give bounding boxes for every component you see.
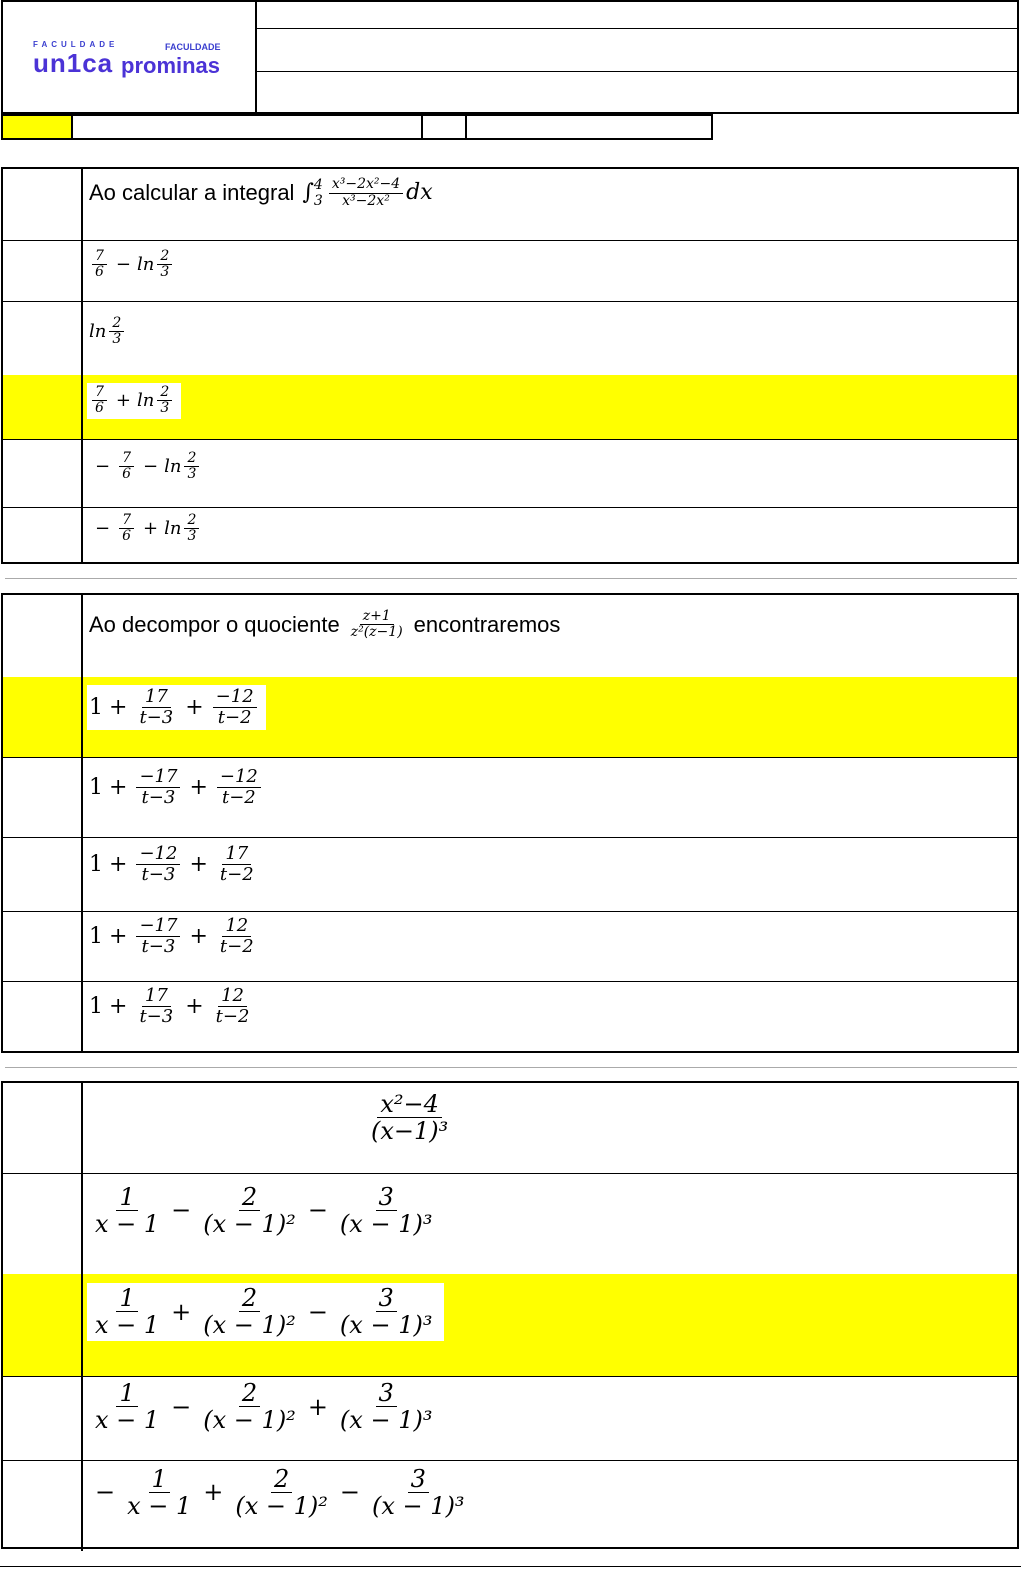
option-cell — [83, 1376, 1017, 1460]
ln-label: ln — [89, 321, 107, 343]
numerator: 3 — [408, 1466, 429, 1493]
option-content — [363, 1089, 460, 1147]
operator: − — [143, 456, 159, 478]
denominator: t−2 — [219, 935, 254, 957]
ln-label: ln — [137, 253, 155, 275]
denominator: (x − 1)² — [203, 1406, 296, 1435]
ln-label: ln — [164, 517, 182, 539]
info-cell-small — [423, 116, 467, 138]
fraction — [337, 1184, 436, 1238]
info-cell-score — [3, 116, 73, 138]
minus-sign: − — [95, 1478, 116, 1507]
constant-term: 1 — [89, 993, 103, 1019]
denominator: (x − 1)² — [235, 1491, 328, 1520]
option-number-cell — [3, 1376, 83, 1460]
numerator: 1 — [149, 1466, 170, 1493]
option-row — [3, 757, 1017, 838]
fraction — [136, 687, 176, 728]
option-cell — [83, 1083, 1017, 1173]
integral-limits — [314, 177, 323, 209]
plus-sign: + — [189, 851, 208, 877]
option-number-cell — [3, 1460, 83, 1551]
fraction — [217, 844, 257, 885]
plus-sign: + — [109, 993, 128, 1019]
minus-sign: − — [95, 456, 111, 478]
fraction — [217, 767, 261, 808]
option-cell — [83, 837, 1017, 911]
numerator: 17 — [222, 844, 251, 865]
option-content — [87, 175, 439, 211]
fraction — [136, 844, 180, 885]
option-row — [3, 375, 1017, 440]
header-fields — [256, 0, 1019, 114]
option-content — [87, 842, 266, 887]
numerator: 2 — [184, 451, 199, 467]
option-row — [3, 1460, 1017, 1551]
operator: − — [171, 1392, 192, 1421]
option-cell — [83, 595, 1017, 677]
ln-fraction — [109, 316, 124, 348]
header-field-1 — [256, 2, 1017, 29]
constant-term: 1 — [89, 774, 103, 800]
minus-sign: − — [95, 517, 111, 539]
denominator: x − 1 — [95, 1311, 160, 1340]
numerator: −12 — [213, 687, 257, 708]
option-number-cell — [3, 1274, 83, 1376]
option-content — [87, 314, 133, 350]
denominator: (x − 1)² — [203, 1311, 296, 1340]
fraction — [124, 1466, 194, 1520]
option-row — [3, 981, 1017, 1051]
option-cell — [83, 1173, 1017, 1274]
option-content — [87, 607, 600, 643]
denominator: t−2 — [217, 706, 252, 728]
numerator: 1 — [116, 1285, 137, 1312]
question-fraction — [368, 1091, 451, 1145]
separator — [5, 578, 1017, 579]
option-cell — [83, 301, 1017, 375]
numerator: −12 — [217, 767, 261, 788]
ln-fraction — [157, 249, 172, 281]
operator: + — [115, 390, 132, 412]
option-number-cell — [3, 507, 83, 562]
numerator: 2 — [157, 249, 172, 265]
denominator: t−3 — [141, 935, 176, 957]
option-cell — [83, 677, 1017, 757]
option-cell — [83, 507, 1017, 562]
option-number-cell — [3, 981, 83, 1051]
option-row — [3, 240, 1017, 302]
numerator: 2 — [239, 1184, 260, 1211]
denominator: 3 — [187, 527, 197, 544]
question-3 — [1, 1081, 1019, 1549]
operator: − — [307, 1196, 328, 1225]
denominator: x − 1 — [95, 1209, 160, 1238]
option-content — [87, 914, 266, 959]
option-number-cell — [3, 301, 83, 375]
operator: − — [307, 1297, 328, 1326]
denominator: (x − 1)² — [203, 1209, 296, 1238]
operator: − — [171, 1196, 192, 1225]
option-row — [3, 507, 1017, 562]
option-number-cell — [3, 169, 83, 240]
option-content — [87, 685, 266, 730]
option-row — [3, 1173, 1017, 1275]
denominator: 3 — [187, 466, 197, 483]
plus-sign: + — [185, 993, 204, 1019]
info-bar — [1, 114, 713, 140]
option-content — [87, 383, 181, 419]
denominator: (x − 1)³ — [339, 1311, 433, 1340]
fraction — [92, 1285, 162, 1339]
denominator: (x − 1)³ — [339, 1209, 433, 1238]
denominator: x − 1 — [95, 1406, 160, 1435]
option-number-cell — [3, 757, 83, 837]
numerator: 1 — [116, 1184, 137, 1211]
numerator: 7 — [119, 513, 134, 529]
numerator: 3 — [376, 1285, 397, 1312]
option-content — [87, 449, 208, 485]
question-2 — [1, 593, 1019, 1053]
option-cell — [83, 240, 1017, 301]
fraction — [136, 916, 180, 957]
fraction — [337, 1285, 436, 1339]
option-row — [3, 1274, 1017, 1377]
denominator: (x − 1)³ — [339, 1406, 433, 1435]
denominator: 3 — [160, 263, 170, 280]
option-content — [87, 1283, 444, 1341]
denominator: t−3 — [139, 706, 174, 728]
fraction — [92, 249, 107, 281]
option-cell — [83, 757, 1017, 837]
fraction — [200, 1285, 299, 1339]
option-number-cell — [3, 240, 83, 301]
denominator: (x − 1)³ — [372, 1491, 465, 1520]
denominator: t−3 — [139, 1005, 174, 1027]
numerator: x²−4 — [377, 1091, 442, 1118]
fraction — [119, 513, 134, 545]
operator: + — [143, 517, 159, 539]
option-content — [87, 1182, 444, 1240]
denominator: 3 — [160, 400, 170, 417]
constant-term: 1 — [89, 923, 103, 949]
option-cell — [83, 1460, 1017, 1551]
denominator: t−2 — [219, 863, 254, 885]
fraction — [200, 1380, 299, 1434]
numerator: 2 — [239, 1380, 260, 1407]
quotient-fraction — [348, 609, 406, 641]
denominator: t−3 — [141, 863, 176, 885]
numerator: 7 — [92, 385, 107, 401]
denominator: 6 — [122, 527, 132, 544]
denominator: 3 — [112, 331, 122, 348]
fraction — [92, 385, 107, 417]
operator: − — [339, 1478, 361, 1507]
constant-term: 1 — [89, 694, 103, 720]
logo-small-text-right: FACULDADE — [165, 42, 221, 52]
option-cell — [83, 169, 1017, 240]
operator: + — [171, 1297, 192, 1326]
separator — [5, 1067, 1017, 1068]
option-cell — [83, 911, 1017, 981]
option-cell — [83, 439, 1017, 507]
option-number-cell — [3, 375, 83, 439]
integral-sign: ∫ — [302, 180, 314, 205]
numerator: 17 — [142, 687, 171, 708]
fraction — [369, 1466, 468, 1520]
option-number-cell — [3, 911, 83, 981]
numerator: z+1 — [360, 609, 394, 625]
numerator: 7 — [92, 249, 107, 265]
operator: − — [115, 253, 132, 275]
logo-box — [1, 0, 257, 114]
plus-sign: + — [109, 851, 128, 877]
ln-fraction — [184, 451, 199, 483]
option-cell — [83, 1274, 1017, 1376]
option-content — [87, 511, 208, 547]
question-1 — [1, 167, 1019, 564]
numerator: 3 — [376, 1380, 397, 1407]
upper-limit: 4 — [313, 177, 323, 193]
fraction — [92, 1380, 162, 1434]
integral-expression — [302, 177, 432, 209]
fraction — [337, 1380, 436, 1434]
denominator: x − 1 — [127, 1491, 192, 1520]
question-text: Ao calcular a integral — [89, 180, 295, 205]
denominator: t−2 — [221, 786, 256, 808]
option-cell — [83, 981, 1017, 1051]
plus-sign: + — [109, 774, 128, 800]
option-row — [3, 837, 1017, 912]
numerator: 17 — [142, 986, 171, 1007]
fraction — [92, 1184, 162, 1238]
numerator: 2 — [109, 316, 124, 332]
numerator: −17 — [136, 767, 180, 788]
operator: + — [307, 1392, 328, 1421]
logo-unica: un1ca — [33, 48, 114, 78]
option-number-cell — [3, 837, 83, 911]
plus-sign: + — [185, 694, 204, 720]
option-row — [3, 677, 1017, 758]
plus-sign: + — [189, 774, 208, 800]
question-text: Ao decompor o quociente — [89, 611, 340, 637]
numerator: 12 — [222, 916, 251, 937]
option-row — [3, 301, 1017, 376]
option-number-cell — [3, 595, 83, 677]
fraction — [213, 687, 257, 728]
header-field-2 — [256, 28, 1017, 72]
numerator: 2 — [271, 1466, 292, 1493]
denominator: (x−1)³ — [371, 1117, 449, 1146]
numerator: 2 — [157, 385, 172, 401]
numerator: x³−2x²−4 — [329, 177, 403, 193]
info-cell-date — [467, 116, 711, 138]
constant-term: 1 — [89, 851, 103, 877]
numerator: 2 — [239, 1285, 260, 1312]
fraction — [217, 916, 257, 957]
dx-label: dx — [406, 180, 433, 205]
plus-sign: + — [109, 694, 128, 720]
option-number-cell — [3, 1083, 83, 1173]
denominator: 6 — [95, 263, 104, 280]
option-number-cell — [3, 439, 83, 507]
numerator: −17 — [136, 916, 180, 937]
numerator: 7 — [119, 451, 134, 467]
option-cell — [83, 375, 1017, 439]
info-cell-name — [73, 116, 423, 138]
denominator: 6 — [122, 466, 132, 483]
option-row — [3, 1083, 1017, 1174]
denominator: t−2 — [215, 1005, 250, 1027]
numerator: 3 — [376, 1184, 397, 1211]
option-content — [87, 1464, 477, 1522]
denominator: z²(z−1) — [350, 624, 403, 641]
fraction — [119, 451, 134, 483]
ln-label: ln — [164, 456, 182, 478]
option-row — [3, 1376, 1017, 1461]
footer-line — [0, 1566, 1021, 1567]
fraction — [136, 767, 180, 808]
fraction — [136, 986, 176, 1027]
option-number-cell — [3, 677, 83, 757]
numerator: 1 — [116, 1380, 137, 1407]
numerator: 12 — [218, 986, 247, 1007]
fraction — [213, 986, 253, 1027]
fraction — [200, 1184, 299, 1238]
numerator: −12 — [136, 844, 180, 865]
denominator: t−3 — [141, 786, 176, 808]
plus-sign: + — [189, 923, 208, 949]
option-number-cell — [3, 1173, 83, 1274]
ln-fraction — [184, 513, 199, 545]
ln-label: ln — [137, 390, 155, 412]
option-row — [3, 439, 1017, 508]
option-row — [3, 169, 1017, 241]
operator: + — [203, 1478, 224, 1507]
question-suffix: encontraremos — [413, 611, 561, 637]
logo-small-text: FACULDADE — [33, 40, 119, 49]
option-row — [3, 595, 1017, 678]
numerator: 2 — [184, 513, 199, 529]
option-row — [3, 911, 1017, 982]
option-content — [87, 247, 181, 283]
option-content — [87, 1378, 444, 1436]
lower-limit: 3 — [313, 193, 323, 209]
fraction — [232, 1466, 331, 1520]
denominator: 6 — [95, 400, 104, 417]
denominator: x³−2x² — [342, 192, 390, 209]
integrand-fraction — [329, 177, 403, 209]
ln-fraction — [157, 385, 172, 417]
plus-sign: + — [109, 923, 128, 949]
option-content — [87, 984, 261, 1029]
logo-prominas: prominas — [121, 53, 221, 78]
option-content — [87, 765, 270, 810]
